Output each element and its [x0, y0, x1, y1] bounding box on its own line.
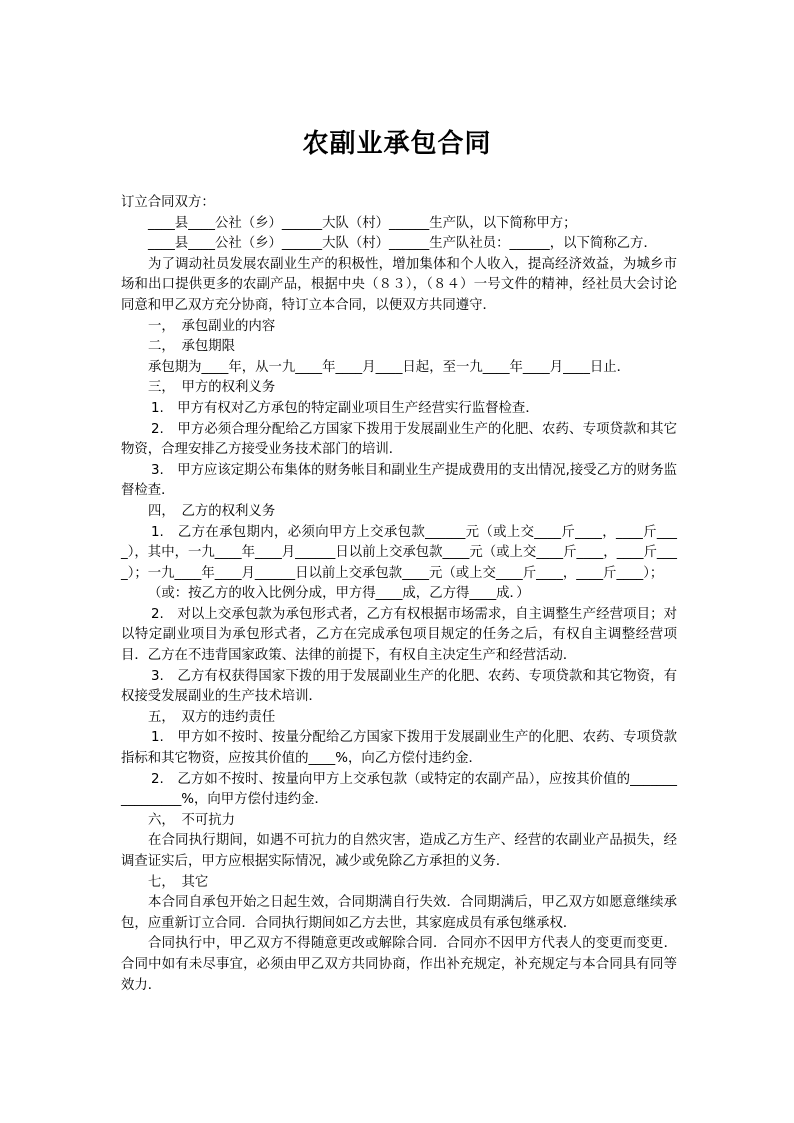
- paragraph: 3. 甲方应该定期公布集体的财务帐目和副业生产提成费用的支出情况,接受乙方的财务监督检查．: [121, 462, 677, 499]
- paragraph: 2. 乙方如不按时、按量向甲方上交承包款（或特定的农副产品），应按其价值的________________%，向甲方偿付违约金．: [121, 771, 677, 808]
- paragraph: 在合同执行期间，如遇不可抗力的自然灾害，造成乙方生产、经营的农副业产品损失，经调查证实后，甲方应根据实际情况，减少或免除乙方承担的义务．: [121, 833, 677, 869]
- document-body: [121, 193, 677, 996]
- paragraph: 1. 甲方有权对乙方承包的特定副业项目生产经营实行监督检查．: [151, 400, 539, 416]
- paragraph: 三， 甲方的权利义务: [148, 380, 276, 396]
- document-title: 农副业承包合同: [302, 129, 492, 159]
- paragraph: 五， 双方的违约责任: [148, 709, 276, 725]
- paragraph: 合同执行中，甲乙双方不得随意更改或解除合同．合同亦不因甲方代表人的变更而变更．合同中如有未尽事宜，必须由甲乙双方共同协商，作出补充规定，补充规定与本合同具有同等效力．: [121, 936, 677, 993]
- paragraph: 1. 乙方在承包期内，必须向甲方上交承包款______元（或上交____斤____，____斤____），其中，一九____年____月______日以前上交承包款____元（或上交____斤____，____斤____）；一九____年____月______日以前上交承包款____元（或上交____斤____，____斤____）；: [121, 524, 677, 581]
- paragraph: 订立合同双方：: [121, 195, 215, 210]
- paragraph: 承包期为____年，从一九____年____月____日起，至一九____年____月____日止．: [148, 359, 631, 375]
- paragraph: ____县____公社（乡）______大队（村）______生产队，以下简称甲方；: [148, 215, 577, 231]
- paragraph: ____县____公社（乡）______大队（村）______生产队社员：______，以下简称乙方．: [148, 236, 657, 252]
- paragraph: （或：按乙方的收入比例分成，甲方得____成，乙方得____成．）: [148, 586, 530, 602]
- paragraph: 六， 不可抗力: [148, 812, 236, 828]
- paragraph: 本合同自承包开始之日起生效，合同期满自行失效．合同期满后，甲乙双方如愿意继续承包，应重新订立合同．合同执行期间如乙方去世，其家庭成员有承包继承权．: [121, 895, 677, 931]
- paragraph: 1. 甲方如不按时、按量分配给乙方国家下拨用于发展副业生产的化肥、农药、专项贷款指标和其它物资，应按其价值的____%，向乙方偿付违约金．: [121, 730, 677, 767]
- paragraph: 一， 承包副业的内容: [148, 318, 276, 334]
- paragraph: 2. 甲方必须合理分配给乙方国家下拨用于发展副业生产的化肥、农药、专项贷款和其它物资，合理安排乙方接受业务技术部门的培训．: [121, 421, 677, 458]
- paragraph: 四， 乙方的权利义务: [148, 503, 276, 519]
- paragraph: 2. 对以上交承包款为承包形式者，乙方有权根据市场需求，自主调整生产经营项目；对以特定副业项目为承包形式者，乙方在完成承包项目规定的任务之后，有权自主调整经营项目．乙方在不违背国家政策、法律的前提下，有权自主决定生产和经营活动．: [121, 606, 677, 664]
- paragraph: 3. 乙方有权获得国家下拨的用于发展副业生产的化肥、农药、专项贷款和其它物资，有权接受发展副业的生产技术培训．: [121, 668, 677, 705]
- paragraph: 二， 承包期限: [148, 339, 236, 355]
- paragraph: 七， 其它: [148, 874, 209, 890]
- paragraph: 为了调动社员发展农副业生产的积极性，增加集体和个人收入，提高经济效益，为城乡市场和出口提供更多的农副产品，根据中央（８３），（８４）一号文件的精神，经社员大会讨论同意和甲乙双方充分协商，特订立本合同，以便双方共同遵守．: [121, 256, 677, 313]
